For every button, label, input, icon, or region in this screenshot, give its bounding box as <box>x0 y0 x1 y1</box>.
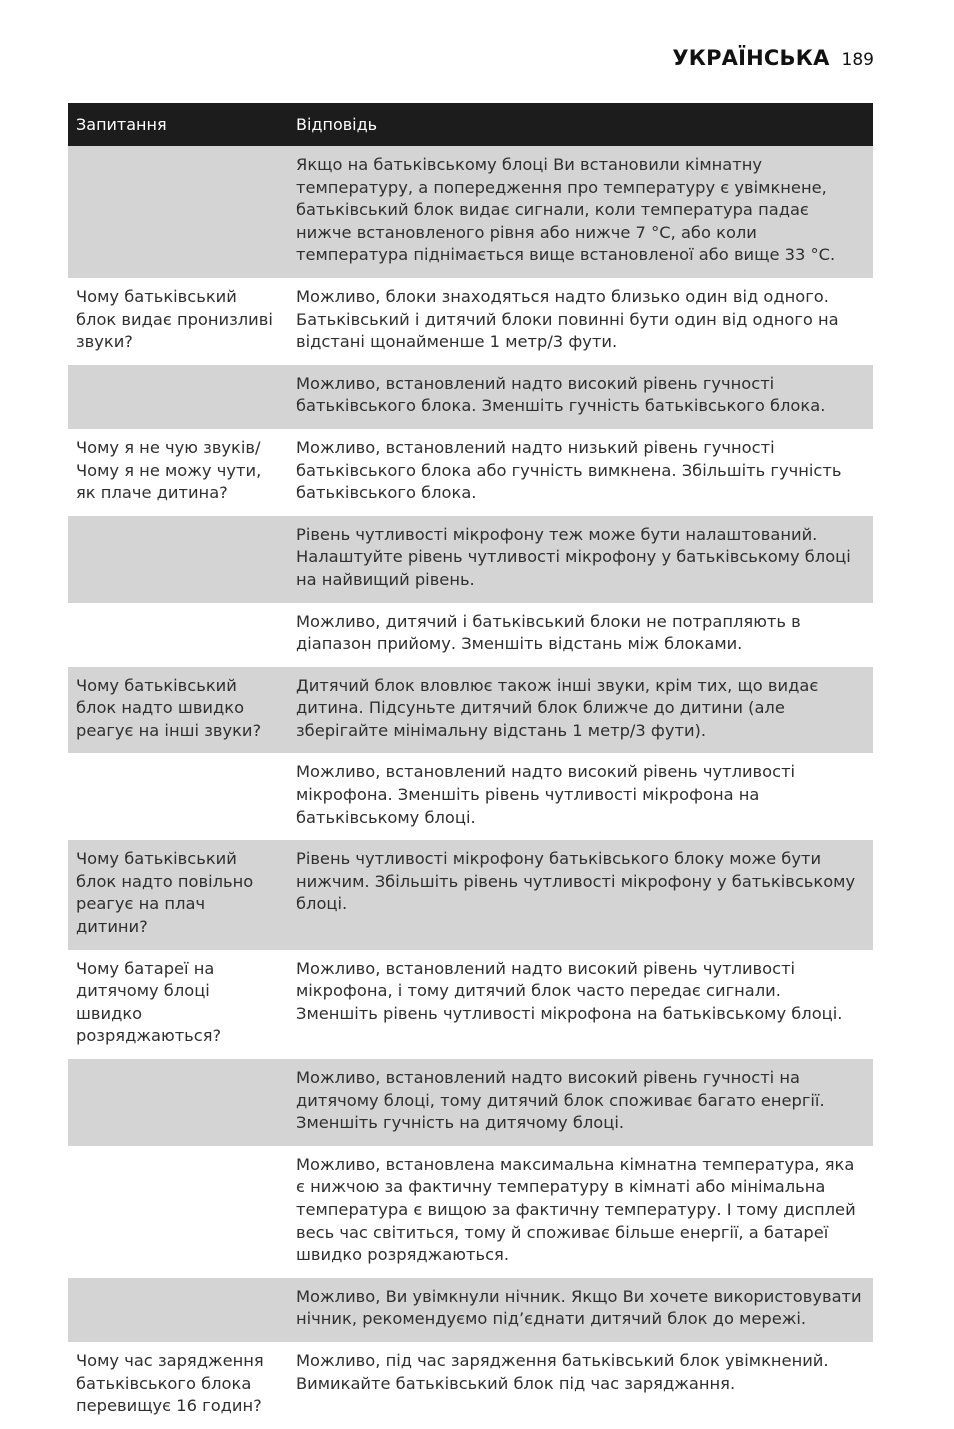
table-row <box>68 950 873 1059</box>
answer-cell: Можливо, встановлений надто високий рівень гучності батьківського блока. Зменшіть гучність батьківського блока. <box>288 365 873 429</box>
question-cell <box>68 1146 288 1278</box>
question-cell <box>68 516 288 603</box>
answer-cell: Можливо, блоки знаходяться надто близько один від одного. Батьківський і дитячий блоки повинні бути один від одного на відстані щонайменше 1 метр/3 фути. <box>288 278 873 365</box>
question-cell <box>68 1059 288 1146</box>
question-cell <box>68 1278 288 1342</box>
question-cell: Чому я не чую звуків/ Чому я не можу чути, як плаче дитина? <box>68 429 288 516</box>
table-header-row <box>68 103 873 146</box>
page-number: 189 <box>841 50 874 70</box>
answer-cell: Можливо, встановлений надто низький рівень гучності батьківського блока або гучність вимкнена. Збільшіть гучність батьківського блока. <box>288 429 873 516</box>
table-row <box>68 429 873 516</box>
question-cell: Чому батьківський блок надто швидко реагує на інші звуки? <box>68 667 288 754</box>
question-cell <box>68 146 288 278</box>
answer-cell: Якщо на батьківському блоці Ви встановили кімнатну температуру, а попередження про температуру є увімкнене, батьківський блок видає сигнали, коли температура падає нижче встановленого рівня або нижче 7 °C, або коли температура піднімається вище встановленої або вище 33 °C. <box>288 146 873 278</box>
table-row <box>68 667 873 754</box>
faq-table <box>68 103 873 1429</box>
question-cell <box>68 753 288 840</box>
table-row <box>68 1278 873 1342</box>
question-cell <box>68 603 288 667</box>
question-cell: Чому батареї на дитячому блоці швидко розряджаються? <box>68 950 288 1059</box>
answer-cell: Рівень чутливості мікрофону теж може бути налаштований. Налаштуйте рівень чутливості мікрофону у батьківському блоці на найвищий рівень. <box>288 516 873 603</box>
answer-cell: Можливо, Ви увімкнули нічник. Якщо Ви хочете використовувати нічник, рекомендуємо під’єднати дитячий блок до мережі. <box>288 1278 873 1342</box>
question-cell: Чому час зарядження батьківського блока перевищує 16 годин? <box>68 1342 288 1429</box>
question-cell: Чому батьківський блок видає пронизливі звуки? <box>68 278 288 365</box>
answer-cell: Дитячий блок вловлює також інші звуки, крім тих, що видає дитина. Підсуньте дитячий блок ближче до дитини (але зберігайте мінімальну відстань 1 метр/3 фути). <box>288 667 873 754</box>
language-title: УКРАЇНСЬКА <box>672 46 830 70</box>
answer-cell: Можливо, встановлений надто високий рівень чутливості мікрофона, і тому дитячий блок часто передає сигнали. Зменшіть рівень чутливості мікрофона на батьківському блоці. <box>288 950 873 1059</box>
page-header <box>672 46 874 70</box>
question-cell: Чому батьківський блок надто повільно реагує на плач дитини? <box>68 840 288 949</box>
answer-cell: Можливо, встановлений надто високий рівень чутливості мікрофона. Зменшіть рівень чутливості мікрофона на батьківському блоці. <box>288 753 873 840</box>
table-row <box>68 146 873 278</box>
table-row <box>68 1342 873 1429</box>
table-row <box>68 603 873 667</box>
column-header-question: Запитання <box>68 103 288 146</box>
answer-cell: Можливо, встановлений надто високий рівень гучності на дитячому блоці, тому дитячий блок споживає багато енергії. Зменшіть гучність на дитячому блоці. <box>288 1059 873 1146</box>
table-row <box>68 840 873 949</box>
answer-cell: Можливо, встановлена максимальна кімнатна температура, яка є нижчою за фактичну температуру в кімнаті або мінімальна температура є вищою за фактичну температуру. І тому дисплей весь час світиться, тому й споживає більше енергії, а батареї швидко розряджаються. <box>288 1146 873 1278</box>
table-row <box>68 753 873 840</box>
answer-cell: Можливо, під час зарядження батьківський блок увімкнений. Вимикайте батьківський блок під час заряджання. <box>288 1342 873 1429</box>
answer-cell: Можливо, дитячий і батьківський блоки не потрапляють в діапазон прийому. Зменшіть відстань між блоками. <box>288 603 873 667</box>
table-row <box>68 516 873 603</box>
question-cell <box>68 365 288 429</box>
table-row <box>68 1146 873 1278</box>
answer-cell: Рівень чутливості мікрофону батьківського блоку може бути нижчим. Збільшіть рівень чутливості мікрофону у батьківському блоці. <box>288 840 873 949</box>
table-row <box>68 365 873 429</box>
table-row <box>68 1059 873 1146</box>
column-header-answer: Відповідь <box>288 103 873 146</box>
table-row <box>68 278 873 365</box>
